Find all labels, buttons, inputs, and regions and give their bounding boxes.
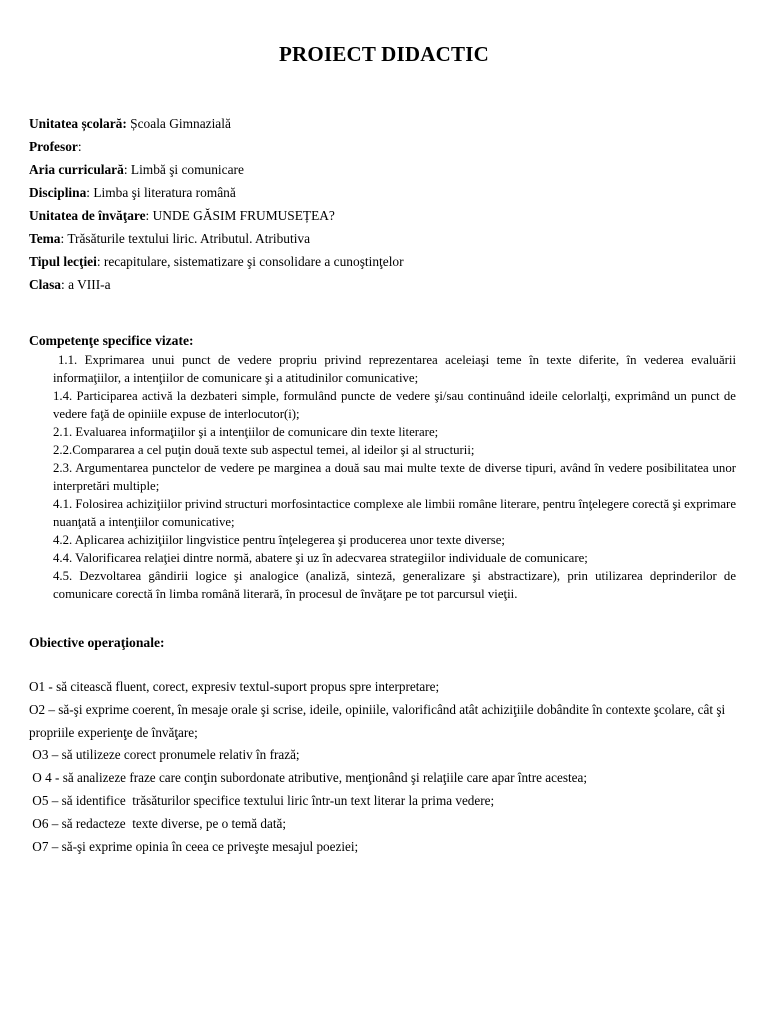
obiectiv-item: O5 – să identifice trăsăturilor specifice textului liric într-un text literar la prima vedere; bbox=[29, 792, 495, 808]
info-row-clasa bbox=[29, 273, 749, 296]
competenta-item: 1.4. Participarea activă la dezbateri simple, formulând puncte de vedere şi/sau continuând ideile celorlalţi, exprimând un punct de vedere faţă de opiniile expuse de interlocutor(i); bbox=[53, 389, 736, 421]
info-label: Aria curriculară bbox=[29, 162, 124, 177]
info-label: Disciplina bbox=[29, 185, 87, 200]
info-label: Clasa bbox=[29, 277, 61, 292]
info-value: : Limba şi literatura română bbox=[86, 185, 236, 200]
competenta-item: 4.4. Valorificarea relaţiei dintre normă, abatere şi uz în adecvarea strategiilor individuale de comunicare; bbox=[53, 551, 588, 565]
info-value: : a VIII-a bbox=[61, 277, 111, 292]
competenta-item: 4.1. Folosirea achiziţiilor privind structuri morfosintactice complexe ale limbii române literare, pentru înţelegere corectă şi exprimare nuanţată a intenţiilor comunicative; bbox=[53, 497, 736, 529]
competente-heading: Competenţe specifice vizate: bbox=[29, 333, 194, 348]
obiectiv-item: O3 – să utilizeze corect pronumele relativ în frază; bbox=[29, 747, 300, 763]
info-label: Unitatea de învăţare bbox=[29, 208, 146, 223]
competenta-item: 4.2. Aplicarea achiziţiilor lingvistice pentru înţelegerea şi producerea unor texte diverse; bbox=[53, 533, 505, 547]
info-value: : UNDE GĂSIM FRUMUSEȚEA? bbox=[145, 208, 335, 223]
competente-list bbox=[53, 351, 736, 603]
info-row-profesor bbox=[29, 135, 749, 158]
competenta-item: 4.5. Dezvoltarea gândirii logice şi analogice (analiză, sinteză, generalizare şi abstractizare), prin utilizarea deprinderilor de comunicare corectă în limba română literară, în procesul de învăţare pe tot parcursul vieţii. bbox=[53, 569, 736, 601]
info-label: Tipul lecţiei bbox=[29, 254, 97, 269]
obiectiv-item: O2 – să-şi exprime coerent, în mesaje orale şi scrise, ideile, opiniile, valorificând atât achiziţiile dobândite în contexte şcolare, cât şi propriile experienţe de învăţare; bbox=[29, 701, 726, 740]
info-label: Tema bbox=[29, 231, 61, 246]
obiective-heading: Obiective operaţionale: bbox=[29, 635, 165, 650]
info-value: : Limbă şi comunicare bbox=[123, 162, 244, 177]
info-row-disciplina bbox=[29, 181, 749, 204]
info-row-tipul-lectiei bbox=[29, 250, 749, 273]
competenta-item: 2.1. Evaluarea informaţiilor şi a intenţiilor de comunicare din texte literare; bbox=[53, 425, 439, 439]
obiectiv-item: O1 - să citească fluent, corect, expresiv textul-suport propus spre interpretare; bbox=[29, 679, 440, 694]
info-value: : Trăsăturile textului liric. Atributul. Atributiva bbox=[60, 231, 311, 246]
competenta-item: 2.2.Compararea a cel puţin două texte sub aspectul temei, al ideilor şi al structurii; bbox=[53, 443, 475, 457]
obiective-list bbox=[29, 676, 729, 858]
info-label: Unitatea școlară: bbox=[29, 116, 127, 131]
page-title: PROIECT DIDACTIC bbox=[279, 42, 489, 66]
info-row-aria-curriculara bbox=[29, 158, 749, 181]
info-row-unitatea-scolara bbox=[29, 112, 749, 135]
obiectiv-item: O6 – să redacteze texte diverse, pe o temă dată; bbox=[29, 815, 287, 831]
info-label: Profesor bbox=[29, 139, 78, 154]
competenta-item: 1.1. Exprimarea unui punct de vedere propriu privind reprezentarea aceleiaşi teme în texte diferite, în vederea evaluării informaţiilor, a intenţiilor de comunicare şi a atitudinilor comunicative; bbox=[53, 353, 736, 385]
obiectiv-item: O7 – să-şi exprime opinia în ceea ce priveşte mesajul poeziei; bbox=[29, 838, 359, 854]
info-row-tema bbox=[29, 227, 749, 250]
info-value: : recapitulare, sistematizare şi consolidare a cunoştinţelor bbox=[96, 254, 404, 269]
info-row-unitatea-de-invatare bbox=[29, 204, 749, 227]
info-value: Școala Gimnazială bbox=[126, 116, 231, 131]
info-value: : bbox=[77, 139, 82, 154]
competenta-item: 2.3. Argumentarea punctelor de vedere pe marginea a două sau mai multe texte de diverse tipuri, având în vedere posibilitatea unor interpretări multiple; bbox=[53, 461, 736, 493]
info-section bbox=[29, 112, 749, 296]
obiectiv-item: O 4 - să analizeze fraze care conţin subordonate atributive, menţionând şi relaţiile care apar între acestea; bbox=[29, 770, 587, 786]
